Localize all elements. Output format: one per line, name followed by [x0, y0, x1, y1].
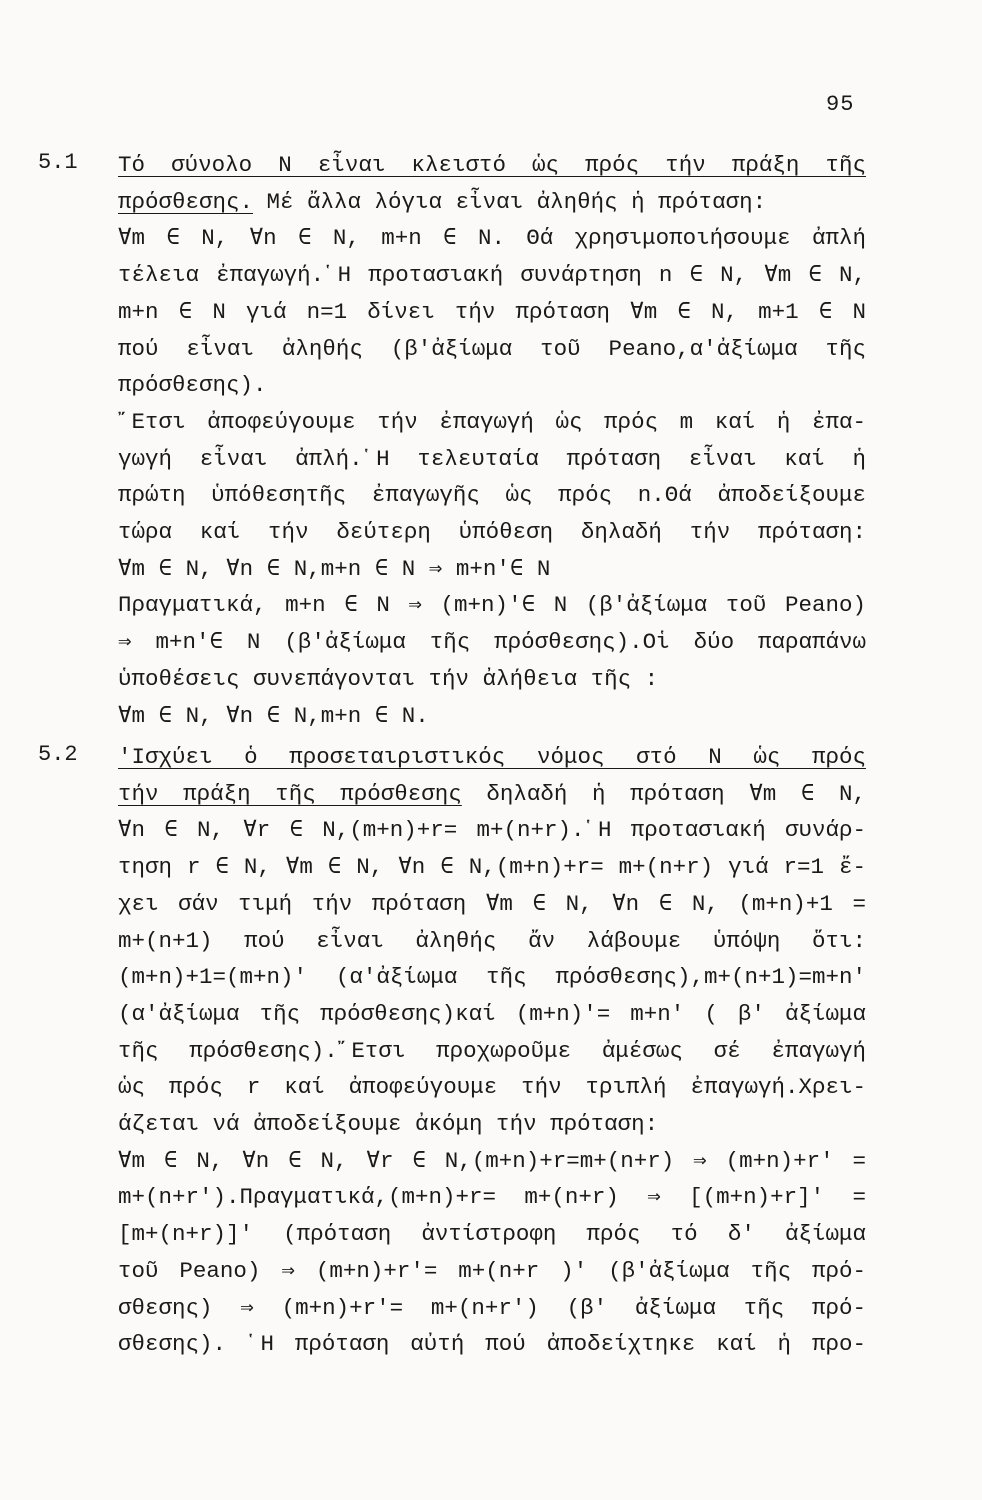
text-span: Μέ ἄλλα λόγια εἶναι ἀληθής ἡ πρόταση:: [253, 189, 767, 215]
text-line: άζεται νά ἀποδείξουμε ἀκόμη τήν πρόταση:: [118, 1111, 659, 1137]
section-number: 5.1: [38, 150, 78, 175]
text-line: σθεσης). ῾Η πρόταση αὐτή πού ἀποδείχτηκε καί ἡ προ-: [118, 1331, 866, 1357]
text-line: ὑποθέσεις συνεπάγονται τήν ἀλήθεια τῆς :: [118, 666, 659, 692]
text-line: Πραγματικά, m+n ∈ N ⇒ (m+n)′∈ N (β'ἀξίωμα τοῦ Peano): [118, 592, 866, 618]
text-line: [118, 777, 866, 811]
text-line: γωγή εἶναι ἀπλή.῾Η τελευταία πρόταση εἶναι καί ἡ: [118, 446, 866, 472]
section-number: 5.2: [38, 742, 78, 767]
underlined-phrase: τήν πράξη τῆς πρόσθεσης: [118, 781, 462, 807]
text-line: πρόσθεσης).: [118, 372, 267, 398]
text-line: ∀m ∈ N, ∀n ∈ N, m+n ∈ N. Θά χρησιμοποιήσουμε ἀπλή: [118, 225, 866, 251]
text-line: πρώτη ὑπόθεσητῆς ἐπαγωγῆς ὡς πρός n.Θά ἀποδείξουμε: [118, 482, 866, 508]
text-line: τοῦ Peano) ⇒ (m+n)+r′= m+(n+r )′ (β'ἀξίωμα τῆς πρό-: [118, 1258, 866, 1284]
text-span: δηλαδή ἡ πρόταση ∀m ∈ N,: [461, 781, 866, 807]
text-line: ∀m ∈ N, ∀n ∈ N, ∀r ∈ N,(m+n)+r=m+(n+r) ⇒ (m+n)+r′ =: [118, 1148, 866, 1174]
text-line: ⇒ m+n′∈ N (β'ἀξίωμα τῆς πρόσθεσης).Οἱ δύο παραπάνω: [118, 629, 866, 655]
text-line: m+n ∈ N γιά n=1 δίνει τήν πρόταση ∀m ∈ N, m+1 ∈ N: [118, 299, 866, 325]
text-line: m+(n+1) πού εἶναι ἀληθής ἄν λάβουμε ὑπόψη ὅτι:: [118, 928, 866, 954]
text-line: [118, 185, 866, 219]
text-line: χει σάν τιμή τήν πρόταση ∀m ∈ N, ∀n ∈ N, (m+n)+1 =: [118, 891, 866, 917]
text-line: ∀n ∈ N, ∀r ∈ N,(m+n)+r= m+(n+r).῾Η προτασιακή συνάρ-: [118, 817, 866, 843]
text-line: 'Ισχύει ὁ προσεταιριστικός νόμος στό N ὡς πρός: [118, 744, 866, 770]
underlined-phrase: πρόσθεσης.: [118, 189, 254, 215]
text-line: m+(n+r′).Πραγματικά,(m+n)+r= m+(n+r) ⇒ [(m+n)+r]′ =: [118, 1184, 866, 1210]
text-line: (α'ἀξίωμα τῆς πρόσθεσης)καί (m+n)′= m+n′ ( β' ἀξίωμα: [118, 1001, 866, 1027]
text-line: πού εἶναι ἀληθής (β'ἀξίωμα τοῦ Peano,α'ἀξίωμα τῆς: [118, 336, 866, 362]
text-line: [m+(n+r)]′ (πρόταση ἀντίστροφη πρός τό δ' ἀξίωμα: [118, 1221, 866, 1247]
text-line: τέλεια ἐπαγωγή.῾Η προτασιακή συνάρτηση n ∈ N, ∀m ∈ N,: [118, 262, 866, 288]
text-line: ∀m ∈ N, ∀n ∈ N,m+n ∈ N ⇒ m+n′∈ N: [118, 556, 551, 582]
text-line: (m+n)+1=(m+n)′ (α'ἀξίωμα τῆς πρόσθεσης),m+(n+1)=m+n′: [118, 964, 866, 990]
text-line: ῎Ετσι ἀποφεύγουμε τήν ἐπαγωγή ὡς πρός m καί ἡ ἐπα-: [118, 409, 866, 435]
page-number: 95: [826, 92, 855, 117]
text-line: τώρα καί τήν δεύτερη ὑπόθεση δηλαδή τήν πρόταση:: [118, 519, 866, 545]
text-line: ∀m ∈ N, ∀n ∈ N,m+n ∈ N.: [118, 703, 429, 729]
text-line: τηση r ∈ N, ∀m ∈ N, ∀n ∈ N,(m+n)+r= m+(n+r) γιά r=1 ἔ-: [118, 854, 866, 880]
text-line: ὡς πρός r καί ἀποφεύγουμε τήν τριπλή ἐπαγωγή.Χρει-: [118, 1074, 866, 1100]
text-line: σθεσης) ⇒ (m+n)+r′= m+(n+r′) (β' ἀξίωμα τῆς πρό-: [118, 1295, 866, 1321]
text-line: τῆς πρόσθεσης).῎Ετσι προχωροῦμε ἀμέσως σέ ἐπαγωγή: [118, 1038, 866, 1064]
text-line: Τό σύνολο N εἶναι κλειστό ὡς πρός τήν πράξη τῆς: [118, 152, 866, 178]
